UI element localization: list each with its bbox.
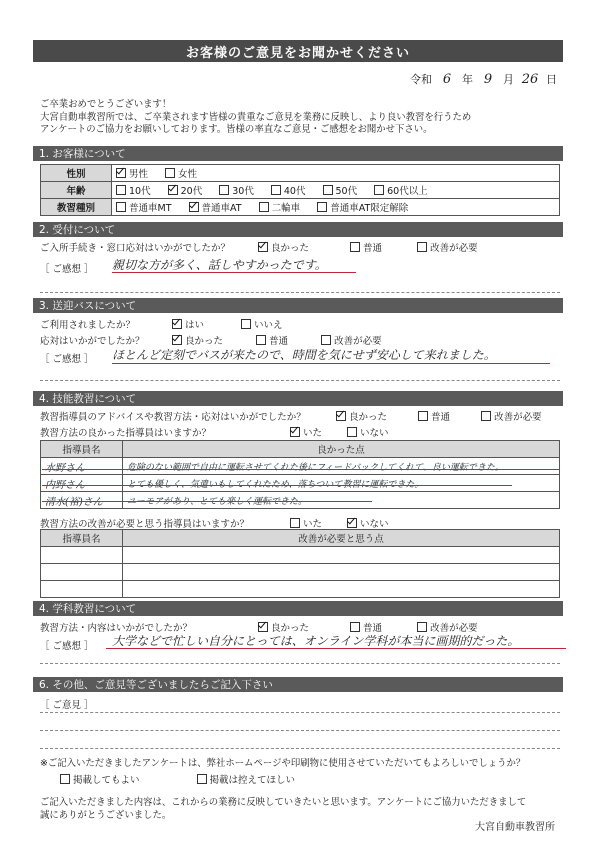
section-reception-header: 2. 受付について <box>33 222 563 237</box>
instructor-name[interactable]: 清水(裕)さん <box>41 492 123 509</box>
underline <box>42 485 512 486</box>
other-kenken-label: ［ ご意見 ］ <box>40 700 94 711</box>
instructor-name[interactable] <box>41 581 123 598</box>
publish-options <box>60 772 309 786</box>
column-header: 指導員名 <box>41 441 123 458</box>
checkbox-icon[interactable] <box>317 202 327 212</box>
option-male[interactable]: 男性 <box>116 166 148 180</box>
underline <box>42 469 560 470</box>
option-improve[interactable]: 改善が必要 <box>417 240 478 254</box>
table-row <box>41 581 560 598</box>
option-good[interactable]: 良かった <box>172 333 223 347</box>
page-title: お客様のご意見をお聞かせください <box>33 40 563 62</box>
thanks-text <box>40 797 526 822</box>
instructor-point[interactable] <box>123 564 560 581</box>
option-good[interactable]: 良かった <box>258 620 309 634</box>
checkbox-icon[interactable] <box>172 335 182 345</box>
checkbox-icon[interactable] <box>197 774 207 784</box>
age-label: 年齢 <box>41 182 112 199</box>
checkbox-icon[interactable] <box>168 185 178 195</box>
checkbox-icon[interactable] <box>323 185 333 195</box>
instructor-point[interactable]: 危険のない範囲で自由に運転させてくれた後にフィードバックしてくれて、良い運転できた。 <box>123 458 560 475</box>
underline <box>106 648 566 649</box>
option-improve[interactable]: 改善が必要 <box>417 620 478 634</box>
divider <box>40 748 560 749</box>
option-normal[interactable]: 普通 <box>350 240 382 254</box>
reception-question: ご入所手続き・窓口応対はいかがでしたか？ <box>40 243 231 254</box>
option-age-60s[interactable]: 60代以上 <box>374 183 428 197</box>
checkbox-icon[interactable] <box>165 168 175 178</box>
checkbox-icon[interactable] <box>116 185 126 195</box>
instructor-name[interactable] <box>41 564 123 581</box>
gender-options <box>112 165 560 182</box>
section-bus-header: 3. 送迎バスについて <box>33 298 563 313</box>
underline <box>42 501 372 502</box>
checkbox-icon[interactable] <box>418 411 428 421</box>
academic-question: 教習方法・内容はいかがでしたか？ <box>40 623 193 634</box>
option-absent[interactable]: いない <box>347 516 389 530</box>
date-month-unit: 月 <box>503 73 514 86</box>
instructor-point[interactable] <box>123 581 560 598</box>
option-age-40s[interactable]: 40代 <box>271 183 306 197</box>
checkbox-icon[interactable] <box>219 185 229 195</box>
bad-instructor-options <box>290 516 403 530</box>
good-instructor-question: 教習方法の良かった指導員はいますか？ <box>40 428 212 439</box>
intro-text <box>40 99 560 137</box>
checkbox-icon[interactable] <box>350 242 360 252</box>
academic-kansou-label: ［ ご感想 ］ <box>40 641 94 652</box>
checkbox-icon[interactable] <box>290 427 300 437</box>
divider <box>40 663 560 664</box>
instructor-point[interactable] <box>123 547 560 564</box>
type-label: 教習種別 <box>41 199 112 216</box>
underline <box>112 363 550 364</box>
date-era: 令和 <box>410 73 432 86</box>
checkbox-icon[interactable] <box>481 411 491 421</box>
table-row <box>41 564 560 581</box>
checkbox-icon[interactable] <box>417 622 427 632</box>
age-options <box>112 182 560 199</box>
checkbox-icon[interactable] <box>60 774 70 784</box>
option-no[interactable]: いいえ <box>241 317 283 331</box>
table-row <box>41 492 560 509</box>
date-month[interactable]: 9 <box>483 72 493 87</box>
instructor-name[interactable] <box>41 547 123 564</box>
bus-kansou-label: ［ ご感想 ］ <box>40 354 94 365</box>
column-header: 良かった点 <box>123 441 560 458</box>
section-other-header: 6. その他、ご意見等ございましたらご記入下さい <box>33 677 563 692</box>
checkbox-icon[interactable] <box>350 622 360 632</box>
instructor-point[interactable]: とても優しく、気遣いもしてくれたため、落ちついて教習に運転できた。 <box>123 475 560 492</box>
divider <box>40 292 560 293</box>
date-day[interactable]: 26 <box>521 72 539 87</box>
checkbox-icon[interactable] <box>256 335 266 345</box>
date <box>410 71 557 87</box>
section-academic-header: 4. 学科教習について <box>33 601 563 616</box>
divider <box>40 730 560 731</box>
checkbox-icon[interactable] <box>189 202 199 212</box>
date-day-unit: 日 <box>546 73 557 86</box>
good-instructor-table <box>40 440 560 509</box>
option-improve[interactable]: 改善が必要 <box>321 333 382 347</box>
company-name: 大宮自動車教習所 <box>475 822 555 833</box>
reception-kansou-label: ［ ご感想 ］ <box>40 264 94 275</box>
bad-instructor-table <box>40 529 560 598</box>
bus-kansou-text[interactable]: ほとんど定刻でバスが来たので、時間を気にせず安心して来れました。 <box>112 348 496 362</box>
option-type-at-release[interactable]: 普通車AT限定解除 <box>317 200 408 214</box>
option-normal[interactable]: 普通 <box>418 409 450 423</box>
bus-service-question: 応対はいかがでしたか？ <box>40 336 145 347</box>
publish-question: ※ご記入いただきましたアンケートは、弊社ホームページや印刷物に使用させていただいてもよろしいでしょうか？ <box>40 758 526 769</box>
option-age-50s[interactable]: 50代 <box>323 183 358 197</box>
option-age-10s[interactable]: 10代 <box>116 183 151 197</box>
checkbox-icon[interactable] <box>417 242 427 252</box>
column-header: 改善が必要と思う点 <box>123 530 560 547</box>
intro-line: 大宮自動車教習所では、ご卒業されます皆様の貴重なご意見を業務に反映し、より良い教習を行うため <box>40 111 472 123</box>
option-allow[interactable]: 掲載してもよい <box>60 772 140 786</box>
bad-instructor-question: 教習方法の改善が必要と思う指導員はいますか？ <box>40 519 250 530</box>
checkbox-icon[interactable] <box>374 185 384 195</box>
table-row <box>41 547 560 564</box>
option-present[interactable]: いた <box>290 516 322 530</box>
thanks-line: ご記入いただきました内容は、これからの業務に反映していきたいと思います。アンケートにご協力いただきまして <box>40 797 527 808</box>
academic-kansou-text[interactable]: 大学などで忙しい自分にとっては、オンライン学科が本当に画期的だった。 <box>112 634 520 648</box>
option-refuse[interactable]: 掲載は控えてほしい <box>197 772 296 786</box>
reception-kansou-text[interactable]: 親切な方が多く、話しやすかったです。 <box>112 258 327 272</box>
instructor-point[interactable]: ユーモアがあり、とても楽しく運転できた。 <box>123 492 560 509</box>
divider <box>40 380 560 381</box>
option-good[interactable]: 良かった <box>258 240 309 254</box>
skill-advice-question: 教習指導員のアドバイスや教習方法・応対はいかがでしたか？ <box>40 412 306 423</box>
option-normal[interactable]: 普通 <box>256 333 288 347</box>
skill-advice-options <box>336 409 556 423</box>
option-yes[interactable]: はい <box>172 317 204 331</box>
divider <box>40 712 560 713</box>
checkbox-icon[interactable] <box>258 622 268 632</box>
checkbox-icon[interactable] <box>172 319 182 329</box>
option-type-at[interactable]: 普通車AT <box>189 200 242 214</box>
intro-line: アンケートのご協力をお願いしております。皆様の率直なご意見・ご感想をお聞かせ下さい。 <box>40 124 433 135</box>
option-good[interactable]: 良かった <box>336 409 387 423</box>
checkbox-icon[interactable] <box>271 185 281 195</box>
option-improve[interactable]: 改善が必要 <box>481 409 542 423</box>
type-options <box>112 199 560 216</box>
checkbox-icon[interactable] <box>347 518 357 528</box>
checkbox-icon[interactable] <box>259 202 269 212</box>
underline <box>112 272 356 273</box>
option-age-20s[interactable]: 20代 <box>168 183 203 197</box>
checkbox-icon[interactable] <box>241 319 251 329</box>
date-year[interactable]: 6 <box>442 72 452 87</box>
bus-use-question: ご利用されましたか？ <box>40 320 136 331</box>
bus-service-options <box>172 333 396 347</box>
date-year-unit: 年 <box>462 73 473 86</box>
option-absent[interactable]: いない <box>347 425 389 439</box>
checkbox-icon[interactable] <box>290 518 300 528</box>
good-instructor-options <box>290 425 403 439</box>
checkbox-icon[interactable] <box>258 242 268 252</box>
option-normal[interactable]: 普通 <box>350 620 382 634</box>
section-skill-header: 4. 技能教習について <box>33 391 563 406</box>
reception-options <box>258 240 492 254</box>
customer-table <box>40 164 560 216</box>
thanks-line: 誠にありがとうございました。 <box>40 809 172 821</box>
table-row <box>41 475 560 492</box>
checkbox-icon[interactable] <box>336 411 346 421</box>
option-type-bike[interactable]: 二輪車 <box>259 200 301 214</box>
column-header: 指導員名 <box>41 530 123 547</box>
intro-line: ご卒業おめでとうございます！ <box>40 99 172 110</box>
bus-use-options <box>172 317 297 331</box>
instructor-name[interactable]: 内野さん <box>41 475 123 492</box>
option-present[interactable]: いた <box>290 425 322 439</box>
gender-label: 性別 <box>41 165 112 182</box>
checkbox-icon[interactable] <box>116 202 126 212</box>
table-row <box>41 458 560 475</box>
instructor-name[interactable]: 水野さん <box>41 458 123 475</box>
checkbox-icon[interactable] <box>116 168 126 178</box>
checkbox-icon[interactable] <box>347 427 357 437</box>
option-female[interactable]: 女性 <box>165 166 197 180</box>
option-type-mt[interactable]: 普通車MT <box>116 200 172 214</box>
section-customer-header: 1. お客様について <box>33 146 563 161</box>
checkbox-icon[interactable] <box>321 335 331 345</box>
option-age-30s[interactable]: 30代 <box>219 183 254 197</box>
